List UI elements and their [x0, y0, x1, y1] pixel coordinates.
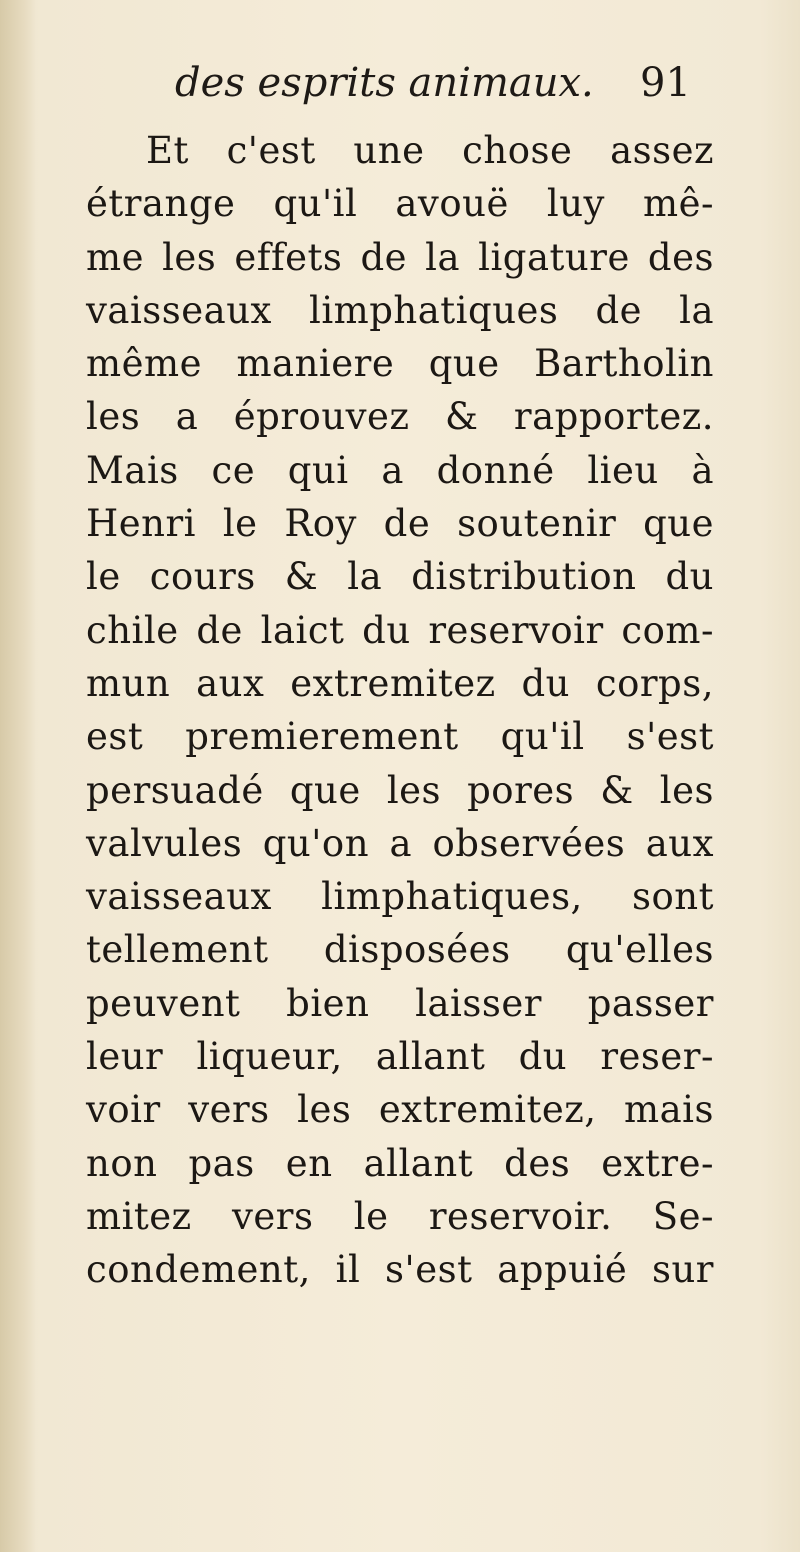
- text-line: mitez vers le reservoir. Se-: [86, 1194, 714, 1238]
- page-number: 91: [640, 60, 691, 106]
- text-line: Henri le Roy de soutenir que: [86, 502, 714, 546]
- text-line: les a éprouvez & rapportez.: [86, 395, 714, 439]
- running-head: des esprits animaux.: [175, 60, 594, 106]
- text-line: leur liqueur, allant du reser-: [86, 1035, 714, 1079]
- text-line: vaisseaux limphatiques de la: [86, 288, 714, 332]
- text-line: mun aux extremitez du corps,: [86, 661, 714, 705]
- body-text: [86, 124, 714, 1297]
- text-line: tellement disposées qu'elles: [86, 928, 714, 972]
- text-line: voir vers les extremitez, mais: [86, 1088, 714, 1132]
- text-line: chile de laict du reservoir com-: [86, 608, 714, 652]
- text-line: même maniere que Bartholin: [86, 342, 714, 386]
- text-line: est premierement qu'il s'est: [86, 715, 714, 759]
- text-line: étrange qu'il avouë luy mê-: [86, 182, 714, 226]
- text-line: condement, il s'est appuié sur: [86, 1248, 714, 1292]
- page-gutter: [0, 0, 36, 1552]
- text-line: vaisseaux limphatiques, sont: [86, 875, 714, 919]
- text-line: peuvent bien laisser passer: [86, 981, 714, 1025]
- text-line: Et c'est une chose assez: [146, 129, 714, 172]
- text-line: valvules qu'on a observées aux: [86, 821, 714, 865]
- text-line: me les effets de la ligature des: [86, 235, 714, 279]
- text-line: persuadé que les pores & les: [86, 768, 714, 812]
- text-line: Mais ce qui a donné lieu à: [86, 448, 714, 492]
- text-line: non pas en allant des extre-: [86, 1141, 714, 1185]
- text-line: le cours & la distribution du: [86, 555, 714, 599]
